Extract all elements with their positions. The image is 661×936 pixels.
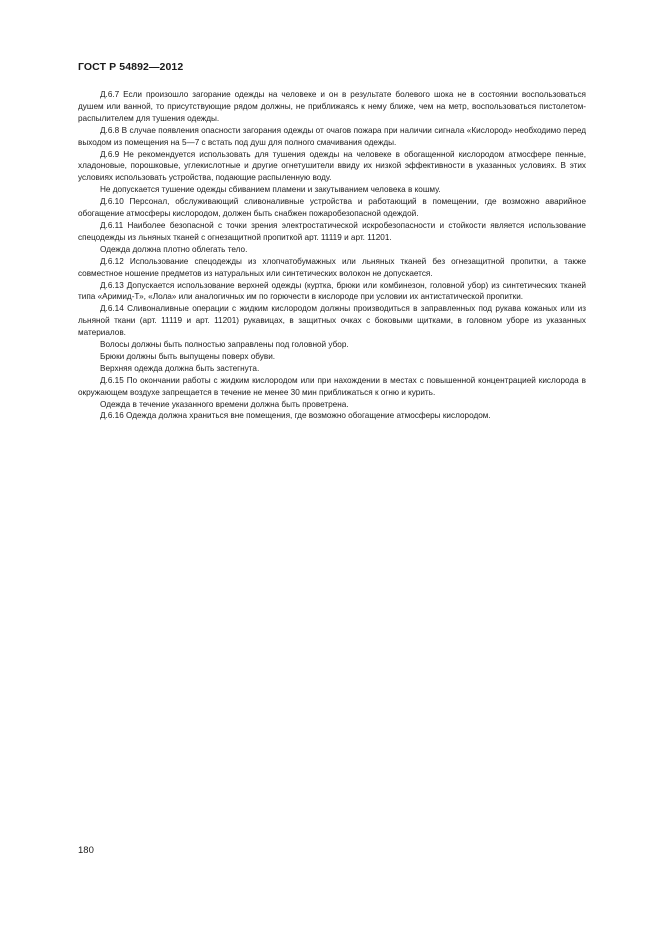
paragraph-d6-15-note: Одежда в течение указанного времени должна быть проветрена.: [100, 399, 349, 409]
paragraph-d6-9-note: Не допускается тушение одежды сбиванием пламени и закутыванием человека в кошму.: [100, 185, 441, 195]
paragraph-d6-16: Д.6.16 Одежда должна храниться вне помещения, где возможно обогащение атмосферы кислородом.: [100, 411, 491, 421]
document-body: [78, 89, 586, 422]
paragraph-d6-14-hair: Волосы должны быть полностью заправлены под головной убор.: [100, 340, 349, 350]
paragraph-d6-14-outerwear: Верхняя одежда должна быть застегнута.: [100, 363, 260, 373]
paragraph-d6-14-trousers: Брюки должны быть выпущены поверх обуви.: [100, 351, 276, 361]
paragraph-d6-11-note: Одежда должна плотно облегать тело.: [100, 244, 248, 254]
paragraph-d6-7: Д.6.7 Если произошло загорание одежды на человеке и он в результате болевого шока не в состоянии воспользоваться душем или ванной, то присутствующие рядом должны, не приближаясь к нему ближе, чем на метр, воспользоваться пистолетом-распылителем для тушения одежды.: [78, 90, 586, 123]
paragraph-d6-11: Д.6.11 Наиболее безопасной с точки зрения электростатической искробезопасности и стойкости является использование спецодежды из льняных тканей с огнезащитной пропиткой арт. 11119 и арт. 11201.: [78, 220, 586, 242]
paragraph-d6-14: Д.6.14 Сливоналивные операции с жидким кислородом должны производиться в заправленных под рукава кожаных или из льняной ткани (арт. 11119 и арт. 11201) рукавицах, в защитных очках с боковыми щитками, в головном уборе из указанных материалов.: [78, 304, 586, 338]
paragraph-d6-15: Д.6.15 По окончании работы с жидким кислородом или при нахождении в местах с повышенной концентрацией кислорода в окружающем воздухе запрещается в течение не менее 30 мин приближаться к огню и курить.: [78, 375, 586, 397]
page-number: 180: [78, 845, 94, 856]
paragraph-d6-12: Д.6.12 Использование спецодежды из хлопчатобумажных или льняных тканей без огнезащитной пропитки, а также совместное ношение предметов из натуральных или синтетических волокон не допускается.: [78, 256, 586, 278]
document-header: ГОСТ Р 54892—2012: [78, 61, 184, 73]
paragraph-d6-8: Д.6.8 В случае появления опасности загорания одежды от очагов пожара при наличии сигнала «Кислород» необходимо перед выходом из помещения на 5—7 с встать под душ для полного смачивания одежды.: [78, 125, 586, 147]
paragraph-d6-13: Д.6.13 Допускается использование верхней одежды (куртка, брюки или комбинезон, головной убор) из синтетических тканей типа «Аримид-Т», «Лола» или аналогичных им по горючести в кислороде при условии их антистатической пропитки.: [78, 280, 586, 302]
paragraph-d6-10: Д.6.10 Персонал, обслуживающий сливоналивные устройства и работающий в помещении, где возможно аварийное обогащение атмосферы кислородом, должен быть снабжен пожаробезопасной одеждой.: [78, 197, 586, 219]
paragraph-d6-9: Д.6.9 Не рекомендуется использовать для тушения одежды на человеке в обогащенной кислородом атмосфере пенные, хладоновые, порошковые, углекислотные и другие огнетушители ввиду их низкой эффективности в указанных условиях. В этих условиях использовать устройства, подающие распыленную воду.: [78, 149, 586, 183]
